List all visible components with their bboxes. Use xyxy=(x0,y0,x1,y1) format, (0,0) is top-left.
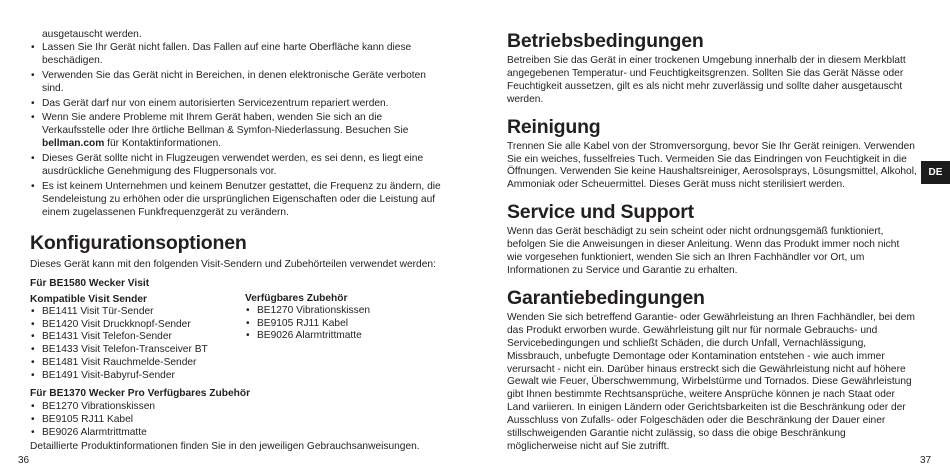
operating-heading: Betriebsbedingungen xyxy=(507,30,704,52)
list-item: • BE9105 RJ11 Kabel xyxy=(31,413,133,425)
list-item: • BE1420 Visit Druckknopf-Sender xyxy=(31,318,191,330)
list-item: • Lassen Sie Ihr Gerät nicht fallen. Das Fallen auf eine harte Oberfläche kann diese beschädigen. xyxy=(31,41,412,66)
list-item: • Dieses Gerät sollte nicht in Flugzeugen verwendet werden, es sei denn, es liegt eine ausdrückliche Genehmigung des Flugpersonals vor. xyxy=(31,153,424,178)
list-item: • Wenn Sie andere Probleme mit Ihrem Gerät haben, wenden Sie sich an die Verkaufsstelle oder Ihre örtliche Bellman & Symfon-Niederlassung. Besuchen Sie bellman.com für Kontaktinformationen. xyxy=(31,112,409,150)
bullet-icon: • xyxy=(31,69,35,81)
compatible-title: Kompatible Visit Sender xyxy=(30,293,147,305)
list-item: ausgetauscht werden. xyxy=(42,29,142,40)
bullet-icon: • xyxy=(246,330,250,342)
bullet-icon: • xyxy=(31,426,35,438)
list-item: • BE9026 Alarmtrittmatte xyxy=(31,426,147,438)
list-item: • BE1481 Visit Rauchmelde-Sender xyxy=(31,357,197,369)
bullet-icon: • xyxy=(31,370,35,382)
bullet-icon: • xyxy=(31,180,35,192)
language-tab: DE xyxy=(921,161,950,184)
bullet-icon: • xyxy=(31,344,35,356)
page-number-right: 37 xyxy=(920,455,932,466)
right-page xyxy=(507,0,917,454)
bullet-icon: • xyxy=(31,413,35,425)
footer-note: Detaillierte Produktinformationen finden Sie in den jeweiligen Gebrauchsanweisungen. xyxy=(30,440,420,452)
left-page xyxy=(30,0,445,454)
bullet-icon: • xyxy=(246,304,250,316)
list-item: • BE1411 Visit Tür-Sender xyxy=(31,305,154,317)
page-number-left: 36 xyxy=(18,455,30,466)
bullet-icon: • xyxy=(31,153,35,165)
available-list xyxy=(245,305,445,344)
list-item: • BE9105 RJ11 Kabel xyxy=(246,317,348,329)
bullet-icon: • xyxy=(31,331,35,343)
available-title: Verfügbares Zubehör xyxy=(245,292,348,304)
list-item: • Das Gerät darf nur von einem autorisierten Servicezentrum repariert werden. xyxy=(31,97,389,109)
list-item: • BE9026 Alarmtrittmatte xyxy=(246,330,362,342)
bellman-link[interactable]: bellman.com xyxy=(42,138,105,150)
warranty-heading: Garantiebedingungen xyxy=(507,286,705,309)
list-item: • BE1491 Visit-Babyruf-Sender xyxy=(31,370,175,382)
list-item: • Es ist keinem Unternehmen und keinem Benutzer gestattet, die Frequenz zu ändern, die Sendeleistung zu erhöhen oder die ursprünglichen Eigenschaften oder die Leistung auf einem zugelassenen Funkfrequenzgerät zu verändern. xyxy=(31,180,441,218)
be1370-title: Für BE1370 Wecker Pro Verfügbares Zubehör xyxy=(30,388,251,400)
bullet-icon: • xyxy=(31,318,35,330)
service-heading: Service und Support xyxy=(507,201,694,224)
be1370-list xyxy=(30,401,445,440)
available-accessories xyxy=(245,292,445,344)
cleaning-heading: Reinigung xyxy=(507,115,601,138)
config-heading: Konfigurationsoptionen xyxy=(30,231,247,254)
bullet-icon: • xyxy=(31,401,35,413)
operating-text: Betreiben Sie das Gerät in einer trockenen Umgebung innerhalb der in diesem Merkblatt angegebenen Temperatur- und Feuchtigkeitsgrenzen. Sollten Sie das Gerät Nässe oder Feuchtigkeit aussetzen, gilt es als nicht mehr zuverlässig und sollte daher ausgetauscht werden. xyxy=(507,55,906,105)
bullet-icon: • xyxy=(31,97,35,109)
be1580-title: Für BE1580 Wecker Visit xyxy=(30,277,150,289)
config-intro: Dieses Gerät kann mit den folgenden Visit-Sendern und Zubehörteilen verwendet werden: xyxy=(30,258,436,270)
safety-bullet-list xyxy=(30,29,445,220)
list-item: • Verwenden Sie das Gerät nicht in Bereichen, in denen elektronische Geräte verboten sind. xyxy=(31,69,426,94)
bullet-icon: • xyxy=(31,41,35,53)
bullet-icon: • xyxy=(31,357,35,369)
bullet-icon: • xyxy=(31,112,35,124)
service-text: Wenn das Gerät beschädigt zu sein scheint oder nicht ordnungsgemäß funktioniert, befolgen Sie die Anweisungen in dieser Anleitung. Wenn das Produkt immer noch nicht wie vorgesehen funktioniert, wenden Sie sich an Ihren Fachhändler vor Ort, um Informationen zu Service und Garantie zu erhalten. xyxy=(507,226,900,276)
bullet-icon: • xyxy=(246,317,250,329)
warranty-text: Wenden Sie sich betreffend Garantie- oder Gewährleistung an Ihren Fachhändler, bei dem das Produkt erworben wurde. Gewährleistung gilt nur für normale Gebrauchs- und Servicebedingungen und schließt Schäden, die durch Unfall, Vernachlässigung, Missbrauch, unbefugte Demontage oder Kontamination entstehen - wie auch immer verursacht - nicht ein. Darüber hinaus erstreckt sich die Gewährleistung nicht auf höhere Gewalt wie Feuer, Überschwemmung, Wirbelstürme und Tornados. Diese Gewährleistung gibt Ihnen bestimmte Rechtsansprüche, weitere Ansprüche können je nach Staat oder Land variieren. In einigen Ländern oder Gerichtsbarkeiten ist die Beschränkung oder der Ausschluss von Zufalls- oder Folgeschäden oder die Beschränkung der Dauer einer stillschweigenden Garantie nicht zulässig, so dass die obige Beschränkung möglicherweise nicht auf Sie zutrifft. xyxy=(507,311,915,452)
cleaning-text: Trennen Sie alle Kabel von der Stromversorgung, bevor Sie Ihr Gerät reinigen. Verwenden Sie ein weiches, fusselfreies Tuch. Vermeiden Sie das Eindringen von Feuchtigkeit in die Öffnungen. Verwenden Sie keine Haushaltsreiniger, Aerosolsprays, Lösungsmittel, Alkohol, Ammoniak oder Scheuermittel. Dieses Gerät muss nicht sterilisiert werden. xyxy=(507,140,917,191)
list-item: • BE1270 Vibrationskissen xyxy=(246,304,371,316)
list-item: • BE1270 Vibrationskissen xyxy=(31,401,156,413)
bullet-icon: • xyxy=(31,305,35,317)
list-item: • BE1431 Visit Telefon-Sender xyxy=(31,331,172,343)
list-item: • BE1433 Visit Telefon-Transceiver BT xyxy=(31,344,208,356)
